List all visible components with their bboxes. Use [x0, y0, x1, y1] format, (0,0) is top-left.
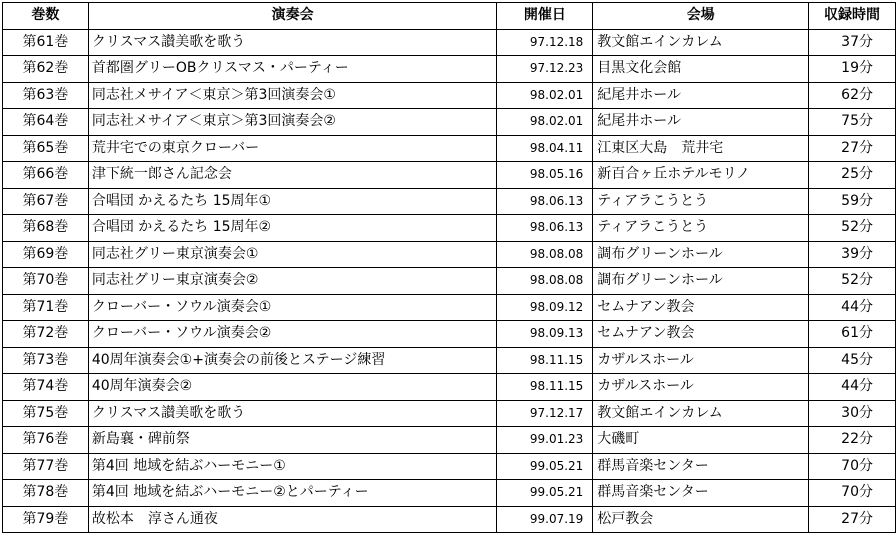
volume-cell: 第78巻 — [3, 480, 89, 507]
title-cell: 同志社メサイア＜東京＞第3回演奏会② — [88, 109, 497, 136]
date-cell: 97.12.17 — [497, 400, 593, 427]
table-row — [3, 188, 896, 215]
duration-cell: 75分 — [809, 109, 896, 136]
volume-cell: 第77巻 — [3, 453, 89, 480]
title-cell: 故松本 淳さん通夜 — [88, 506, 497, 533]
date-cell: 98.09.13 — [497, 321, 593, 348]
title-cell: 40周年演奏会② — [88, 374, 497, 401]
duration-cell: 44分 — [809, 294, 896, 321]
table-row — [3, 82, 896, 109]
date-cell: 99.07.19 — [497, 506, 593, 533]
venue-cell: 教文館エインカレム — [593, 400, 809, 427]
duration-cell: 27分 — [809, 135, 896, 162]
title-cell: 合唱団 かえるたち 15周年② — [88, 215, 497, 242]
title-cell: 同志社グリー東京演奏会② — [88, 268, 497, 295]
table-row — [3, 135, 896, 162]
date-cell: 98.06.13 — [497, 188, 593, 215]
title-cell: クリスマス讃美歌を歌う — [88, 29, 497, 56]
title-cell: クローバー・ソウル演奏会② — [88, 321, 497, 348]
table-row — [3, 480, 896, 507]
duration-cell: 37分 — [809, 29, 896, 56]
volume-cell: 第69巻 — [3, 241, 89, 268]
header-title: 演奏会 — [88, 3, 497, 30]
duration-cell: 19分 — [809, 56, 896, 83]
table-row — [3, 215, 896, 242]
date-cell: 98.02.01 — [497, 109, 593, 136]
venue-cell: 調布グリーンホール — [593, 268, 809, 295]
duration-cell: 39分 — [809, 241, 896, 268]
volume-cell: 第62巻 — [3, 56, 89, 83]
date-cell: 98.02.01 — [497, 82, 593, 109]
venue-cell: 新百合ヶ丘ホテルモリノ — [593, 162, 809, 189]
volume-cell: 第63巻 — [3, 82, 89, 109]
table-row — [3, 321, 896, 348]
venue-cell: 教文館エインカレム — [593, 29, 809, 56]
volume-cell: 第79巻 — [3, 506, 89, 533]
table-row — [3, 56, 896, 83]
title-cell: 津下統一郎さん記念会 — [88, 162, 497, 189]
duration-cell: 44分 — [809, 374, 896, 401]
venue-cell: 調布グリーンホール — [593, 241, 809, 268]
table-row — [3, 268, 896, 295]
title-cell: 首都圏グリーOBクリスマス・パーティー — [88, 56, 497, 83]
venue-cell: 紀尾井ホール — [593, 82, 809, 109]
header-date: 開催日 — [497, 3, 593, 30]
venue-cell: 江東区大島 荒井宅 — [593, 135, 809, 162]
date-cell: 99.01.23 — [497, 427, 593, 454]
title-cell: 同志社グリー東京演奏会① — [88, 241, 497, 268]
date-cell: 98.08.08 — [497, 241, 593, 268]
date-cell: 99.05.21 — [497, 480, 593, 507]
venue-cell: セムナアン教会 — [593, 294, 809, 321]
recordings-table-container — [2, 2, 896, 533]
header-duration: 収録時間 — [809, 3, 896, 30]
volume-cell: 第75巻 — [3, 400, 89, 427]
table-row — [3, 109, 896, 136]
duration-cell: 70分 — [809, 453, 896, 480]
date-cell: 97.12.18 — [497, 29, 593, 56]
venue-cell: カザルスホール — [593, 347, 809, 374]
volume-cell: 第71巻 — [3, 294, 89, 321]
volume-cell: 第73巻 — [3, 347, 89, 374]
duration-cell: 52分 — [809, 268, 896, 295]
date-cell: 98.08.08 — [497, 268, 593, 295]
recordings-table — [2, 2, 896, 533]
duration-cell: 61分 — [809, 321, 896, 348]
date-cell: 99.05.21 — [497, 453, 593, 480]
date-cell: 97.12.23 — [497, 56, 593, 83]
title-cell: クローバー・ソウル演奏会① — [88, 294, 497, 321]
date-cell: 98.09.12 — [497, 294, 593, 321]
table-row — [3, 453, 896, 480]
venue-cell: 松戸教会 — [593, 506, 809, 533]
volume-cell: 第66巻 — [3, 162, 89, 189]
header-volume: 巻数 — [3, 3, 89, 30]
duration-cell: 59分 — [809, 188, 896, 215]
volume-cell: 第74巻 — [3, 374, 89, 401]
venue-cell: ティアラこうとう — [593, 188, 809, 215]
duration-cell: 52分 — [809, 215, 896, 242]
volume-cell: 第65巻 — [3, 135, 89, 162]
venue-cell: ティアラこうとう — [593, 215, 809, 242]
duration-cell: 27分 — [809, 506, 896, 533]
venue-cell: 大磯町 — [593, 427, 809, 454]
table-row — [3, 374, 896, 401]
duration-cell: 22分 — [809, 427, 896, 454]
venue-cell: 群馬音楽センター — [593, 480, 809, 507]
table-row — [3, 294, 896, 321]
table-row — [3, 427, 896, 454]
date-cell: 98.11.15 — [497, 374, 593, 401]
volume-cell: 第72巻 — [3, 321, 89, 348]
table-row — [3, 29, 896, 56]
volume-cell: 第68巻 — [3, 215, 89, 242]
venue-cell: 群馬音楽センター — [593, 453, 809, 480]
table-row — [3, 400, 896, 427]
date-cell: 98.11.15 — [497, 347, 593, 374]
table-row — [3, 162, 896, 189]
table-row — [3, 347, 896, 374]
volume-cell: 第61巻 — [3, 29, 89, 56]
volume-cell: 第67巻 — [3, 188, 89, 215]
table-row — [3, 506, 896, 533]
duration-cell: 62分 — [809, 82, 896, 109]
date-cell: 98.04.11 — [497, 135, 593, 162]
date-cell: 98.05.16 — [497, 162, 593, 189]
title-cell: 新島襄・碑前祭 — [88, 427, 497, 454]
title-cell: 第4回 地域を結ぶハーモニー②とパーティー — [88, 480, 497, 507]
duration-cell: 45分 — [809, 347, 896, 374]
duration-cell: 70分 — [809, 480, 896, 507]
venue-cell: セムナアン教会 — [593, 321, 809, 348]
title-cell: 40周年演奏会①+演奏会の前後とステージ練習 — [88, 347, 497, 374]
duration-cell: 30分 — [809, 400, 896, 427]
table-row — [3, 241, 896, 268]
title-cell: 第4回 地域を結ぶハーモニー① — [88, 453, 497, 480]
volume-cell: 第64巻 — [3, 109, 89, 136]
duration-cell: 25分 — [809, 162, 896, 189]
header-venue: 会場 — [593, 3, 809, 30]
title-cell: 合唱団 かえるたち 15周年① — [88, 188, 497, 215]
table-body — [3, 29, 896, 533]
venue-cell: カザルスホール — [593, 374, 809, 401]
date-cell: 98.06.13 — [497, 215, 593, 242]
table-header-row — [3, 3, 896, 30]
volume-cell: 第70巻 — [3, 268, 89, 295]
volume-cell: 第76巻 — [3, 427, 89, 454]
title-cell: 同志社メサイア＜東京＞第3回演奏会① — [88, 82, 497, 109]
venue-cell: 紀尾井ホール — [593, 109, 809, 136]
title-cell: 荒井宅での東京クローバー — [88, 135, 497, 162]
title-cell: クリスマス讃美歌を歌う — [88, 400, 497, 427]
venue-cell: 目黒文化会館 — [593, 56, 809, 83]
